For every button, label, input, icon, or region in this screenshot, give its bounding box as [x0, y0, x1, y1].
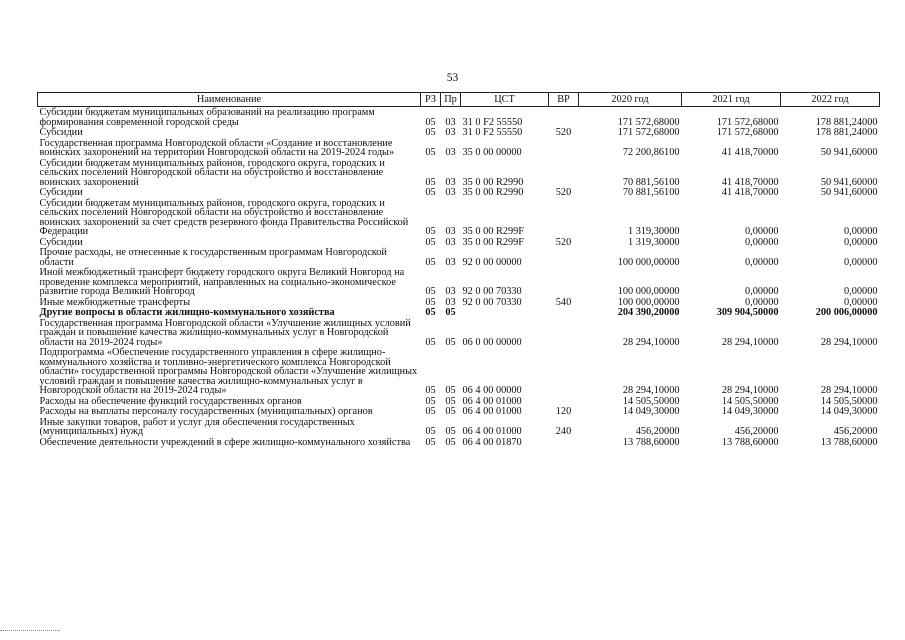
cell-name: Субсидии бюджетам муниципальных районов, городского округа, городских и сельских поселений Новгородской области на обустройство и восстановление воинских захоронений	[39, 157, 385, 188]
cell-rz: 05	[425, 187, 436, 198]
cell-cst: 06 4 00 01870	[462, 436, 522, 448]
cell-vr: 120	[555, 406, 572, 417]
cell-pr: 05	[445, 336, 456, 348]
cell-name: Иной межбюджетный трансферт бюджету городского округа Великий Новгород на проведение комплекса мероприятий, направленных на социально-экономическое развитие города Великий Новгород	[39, 267, 405, 297]
cell-name: Иные закупки товаров, работ и услуг для обеспечения государственных (муниципальных) нужд	[39, 416, 355, 437]
cell-rz: 05	[425, 226, 436, 237]
cell-vr	[549, 307, 579, 318]
cell-rz: 05	[425, 395, 436, 407]
cell-cst: 35 0 00 R299F	[462, 236, 525, 248]
cell-name: Субсидии	[39, 127, 83, 138]
cell-rz: 05	[425, 147, 436, 158]
cell-cst	[461, 307, 549, 318]
cell-rz: 05	[425, 256, 436, 268]
header-2022: 2022 год	[781, 93, 880, 107]
cell-name: Подпрограмма «Обеспечение государственного управления в сфере жилищно-коммунального хозяйства и топливно-энергетического комплекса Новгородской области» государственной программы Новгородской области «Улучшение жилищных условий граждан и повышение качества жилищно-коммунальных услуг в Новгородской области на 2019-2024 годы»	[39, 347, 418, 396]
cell-y2022: 14 049,30000	[820, 406, 878, 417]
cell-vr	[549, 107, 579, 128]
cell-rz: 05	[425, 336, 436, 348]
cell-y2022: 50 941,60000	[820, 187, 878, 198]
cell-y2021: 28 294,10000	[721, 336, 779, 348]
cell-pr: 05	[445, 307, 456, 318]
header-cst: ЦСТ	[461, 93, 549, 107]
cell-name: Субсидии бюджетам муниципальных образований на реализацию программ формирования современной городской среды	[39, 107, 375, 128]
table-row	[38, 237, 880, 248]
cell-rz: 05	[425, 296, 436, 308]
cell-y2022: 28 294,10000	[820, 385, 878, 396]
cell-y2022: 178 881,24000	[815, 127, 878, 138]
cell-vr	[549, 138, 579, 158]
cell-y2020: 1 319,30000	[628, 226, 680, 237]
cell-vr	[549, 347, 579, 396]
cell-rz: 05	[425, 426, 436, 437]
cell-y2020: 70 881,56100	[622, 176, 680, 188]
cell-y2022: 0,00000	[844, 226, 878, 237]
cell-y2022: 50 941,60000	[820, 176, 878, 188]
cell-name: Прочие расходы, не отнесенные к государственным программам Новгородской области	[39, 247, 387, 268]
cell-y2020: 204 390,20000	[617, 307, 680, 318]
cell-y2020: 171 572,68000	[617, 127, 680, 138]
cell-y2022: 50 941,60000	[820, 147, 878, 158]
cell-cst: 92 0 00 00000	[462, 256, 522, 268]
table-row	[38, 198, 880, 237]
cell-pr: 03	[445, 116, 456, 128]
cell-vr: 240	[555, 426, 572, 437]
cell-cst: 92 0 00 70330	[462, 296, 522, 308]
table-row	[38, 138, 880, 158]
cell-cst: 06 4 00 00000	[462, 385, 522, 396]
cell-pr: 03	[445, 236, 456, 248]
cell-y2020: 13 788,60000	[622, 436, 680, 448]
table-row	[38, 107, 880, 128]
table-row	[38, 406, 880, 417]
cell-y2020: 14 505,50000	[622, 395, 680, 407]
cell-y2021: 171 572,68000	[716, 116, 779, 128]
cell-rz: 05	[425, 406, 436, 417]
cell-pr: 03	[445, 256, 456, 268]
table-row	[38, 247, 880, 267]
table-row	[38, 318, 880, 348]
cell-y2021: 41 418,70000	[721, 176, 779, 188]
cell-y2021: 0,00000	[745, 286, 779, 297]
cell-y2021: 13 788,60000	[721, 436, 779, 448]
cell-name: Расходы на обеспечение функций государственных органов	[39, 395, 302, 407]
table-row	[38, 347, 880, 396]
cell-y2022: 200 006,00000	[815, 307, 878, 318]
cell-pr: 03	[445, 127, 456, 138]
cell-vr	[549, 247, 579, 267]
cell-y2021: 0,00000	[745, 296, 779, 308]
cell-y2021: 41 418,70000	[721, 187, 779, 198]
cell-y2022: 13 788,60000	[820, 436, 878, 448]
cell-cst: 31 0 F2 55550	[462, 127, 523, 138]
cell-y2021: 171 572,68000	[716, 127, 779, 138]
cell-name: Государственная программа Новгородской области «Улучшение жилищных условий граждан и повышение качества жилищно-коммунальных услуг в Новгородской области на 2019-2024 годы»	[39, 317, 411, 348]
cell-cst: 06 4 00 01000	[462, 406, 522, 417]
cell-cst: 35 0 00 R2990	[462, 176, 524, 188]
cell-pr: 03	[445, 296, 456, 308]
cell-y2022: 28 294,10000	[820, 336, 878, 348]
table-body	[38, 107, 880, 448]
cell-y2020: 171 572,68000	[617, 116, 680, 128]
cell-pr: 05	[445, 426, 456, 437]
cell-pr: 03	[445, 286, 456, 297]
table-row	[38, 127, 880, 138]
table-row	[38, 297, 880, 308]
cell-cst: 92 0 00 70330	[462, 286, 522, 297]
cell-vr: 520	[555, 236, 572, 248]
cell-name: Субсидии	[39, 236, 83, 248]
cell-y2021: 41 418,70000	[721, 147, 779, 158]
cell-rz: 05	[425, 307, 436, 318]
cell-pr: 03	[445, 147, 456, 158]
cell-y2020: 72 200,86100	[622, 147, 680, 158]
cell-y2020: 28 294,10000	[622, 336, 680, 348]
cell-y2020: 14 049,30000	[622, 406, 680, 417]
cell-y2021: 0,00000	[745, 256, 779, 268]
table-header-row	[38, 93, 880, 107]
table-row	[38, 307, 880, 318]
cell-cst: 06 4 00 01000	[462, 395, 522, 407]
cell-vr: 540	[555, 296, 572, 308]
cell-cst: 35 0 00 R299F	[462, 226, 525, 237]
cell-y2021: 0,00000	[745, 226, 779, 237]
cell-y2020: 70 881,56100	[622, 187, 680, 198]
cell-pr: 05	[445, 436, 456, 448]
header-name: Наименование	[38, 93, 421, 107]
cell-y2022: 0,00000	[844, 236, 878, 248]
cell-cst: 35 0 00 R2990	[462, 187, 524, 198]
cell-vr: 520	[555, 127, 572, 138]
table-row	[38, 437, 880, 448]
cell-name: Иные межбюджетные трансферты	[39, 296, 191, 308]
budget-table	[37, 92, 880, 447]
cell-y2020: 100 000,00000	[617, 286, 680, 297]
cell-pr: 03	[445, 176, 456, 188]
cell-y2021: 14 505,50000	[721, 395, 779, 407]
header-rz: РЗ	[421, 93, 441, 107]
table-row	[38, 417, 880, 437]
cell-rz: 05	[425, 176, 436, 188]
table-row	[38, 396, 880, 407]
cell-rz: 05	[425, 236, 436, 248]
page-number: 53	[446, 72, 459, 84]
cell-name: Расходы на выплаты персоналу государственных (муниципальных) органов	[39, 406, 373, 417]
header-pr: Пр	[441, 93, 461, 107]
cell-y2022: 0,00000	[844, 296, 878, 308]
cell-cst: 06 4 00 01000	[462, 426, 522, 437]
cell-name: Обеспечение деятельности учреждений в сфере жилищно-коммунального хозяйства	[39, 436, 411, 448]
cell-vr	[549, 198, 579, 237]
table-row	[38, 187, 880, 198]
cell-y2020: 28 294,10000	[622, 385, 680, 396]
cell-y2022: 0,00000	[844, 256, 878, 268]
cell-pr: 03	[445, 187, 456, 198]
cell-y2021: 0,00000	[745, 236, 779, 248]
cell-rz: 05	[425, 385, 436, 396]
header-vr: ВР	[549, 93, 579, 107]
table-row	[38, 158, 880, 188]
cell-vr	[549, 437, 579, 448]
cell-y2022: 456,20000	[833, 426, 878, 437]
cell-rz: 05	[425, 436, 436, 448]
cell-y2021: 456,20000	[734, 426, 779, 437]
cell-y2021: 309 904,50000	[716, 307, 779, 318]
cell-y2021: 14 049,30000	[721, 406, 779, 417]
cell-cst: 35 0 00 00000	[462, 147, 522, 158]
cell-vr	[549, 267, 579, 297]
cell-rz: 05	[425, 116, 436, 128]
cell-rz: 05	[425, 127, 436, 138]
cell-pr: 03	[445, 226, 456, 237]
cell-y2020: 456,20000	[635, 426, 680, 437]
header-2020: 2020 год	[579, 93, 682, 107]
cell-pr: 05	[445, 385, 456, 396]
cell-pr: 05	[445, 406, 456, 417]
cell-vr	[549, 318, 579, 348]
footer-mark	[0, 630, 60, 631]
cell-cst: 31 0 F2 55550	[462, 116, 523, 128]
cell-pr: 05	[445, 395, 456, 407]
cell-vr	[549, 158, 579, 188]
cell-y2020: 100 000,00000	[617, 256, 680, 268]
cell-y2022: 14 505,50000	[820, 395, 878, 407]
cell-vr	[549, 396, 579, 407]
table-row	[38, 267, 880, 297]
cell-y2021: 28 294,10000	[721, 385, 779, 396]
cell-y2022: 0,00000	[844, 286, 878, 297]
cell-y2020: 1 319,30000	[628, 236, 680, 248]
cell-rz: 05	[425, 286, 436, 297]
cell-cst: 06 0 00 00000	[462, 336, 522, 348]
cell-name: Субсидии бюджетам муниципальных районов, городского округа, городских и сельских поселений Новгородской области на обустройство и восстановление воинских захоронений за счет средств резервного фонда Правительства Российской Федерации	[39, 197, 409, 237]
header-2021: 2021 год	[682, 93, 781, 107]
cell-y2020: 100 000,00000	[617, 296, 680, 308]
cell-name: Государственная программа Новгородской области «Создание и восстановление воинских захоронений на территории Новгородской области на 2019-2024 годы»	[39, 137, 395, 158]
cell-name: Другие вопросы в области жилищно-коммунального хозяйства	[39, 307, 335, 318]
cell-y2022: 178 881,24000	[815, 116, 878, 128]
cell-vr: 520	[555, 187, 572, 198]
cell-name: Субсидии	[39, 187, 83, 198]
